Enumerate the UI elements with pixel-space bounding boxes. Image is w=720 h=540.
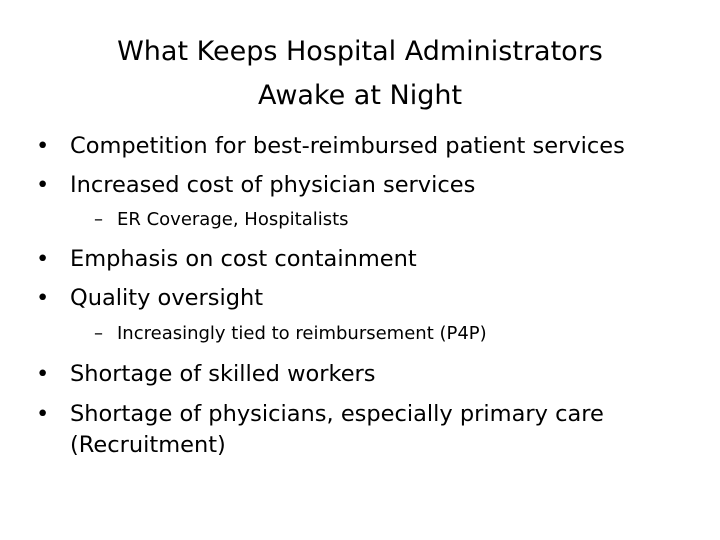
bullet-icon: • xyxy=(36,361,50,387)
sub-list-item-text: ER Coverage, Hospitalists xyxy=(117,209,349,230)
slide-title-line-1: What Keeps Hospital Administrators xyxy=(117,36,603,67)
bullet-icon: • xyxy=(36,246,50,272)
slide-title-line-2: Awake at Night xyxy=(257,80,463,111)
list-item-text: Increased cost of physician services xyxy=(70,172,476,198)
sub-list-item-text: Increasingly tied to reimbursement (P4P) xyxy=(117,323,487,344)
bullet-icon: • xyxy=(36,172,50,198)
list-item-text: Shortage of skilled workers xyxy=(70,361,376,387)
list-item-text: Emphasis on cost containment xyxy=(70,246,417,272)
bullet-icon: • xyxy=(36,401,50,427)
dash-icon: – xyxy=(94,323,103,344)
list-item-text: Shortage of physicians, especially primary care xyxy=(70,401,604,427)
bullet-icon: • xyxy=(36,133,50,159)
dash-icon: – xyxy=(94,209,103,230)
list-item-text: Quality oversight xyxy=(70,285,264,311)
list-item-text: Competition for best-reimbursed patient services xyxy=(70,133,625,159)
list-item-text: (Recruitment) xyxy=(70,432,226,458)
bullet-icon: • xyxy=(36,285,50,311)
